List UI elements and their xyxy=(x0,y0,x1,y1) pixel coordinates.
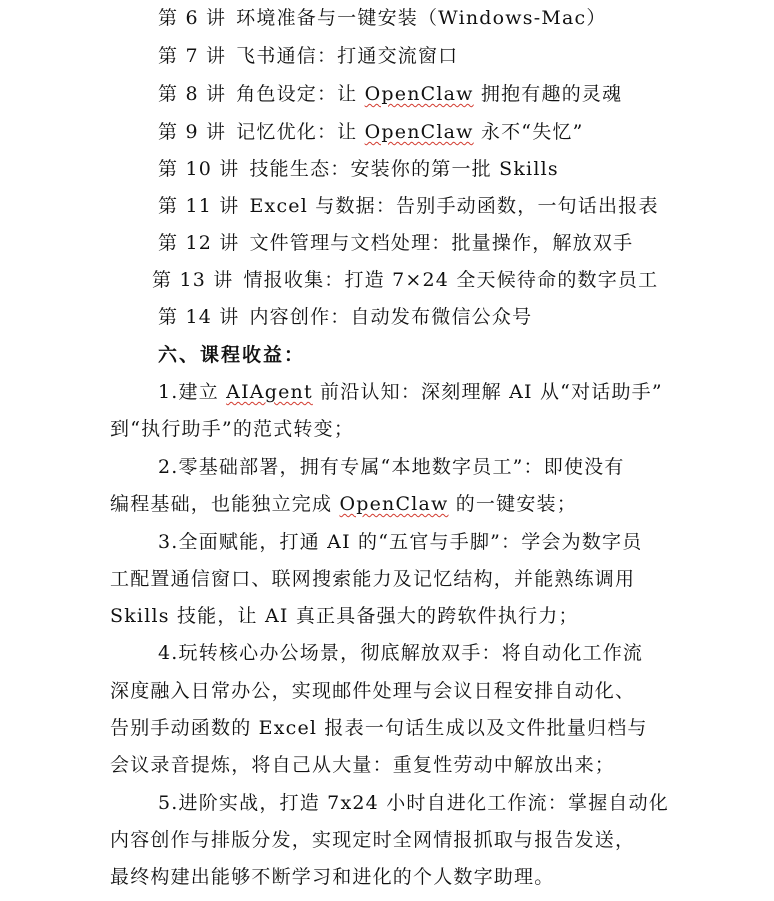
benefit-4-line-4: 会议录音提炼，将自己从大量：重复性劳动中解放出来； xyxy=(110,754,616,776)
paragraph-text: 前沿认知：深刻理解 AI 从“对话助手” xyxy=(312,381,663,403)
benefit-1-line-1 xyxy=(158,380,663,404)
benefit-2-line-1: 2.零基础部署，拥有专属“本地数字员工”：即使没有 xyxy=(158,456,625,478)
lecture-title: 情报收集：打造 7×24 全天候待命的数字员工 xyxy=(243,269,659,291)
lecture-item-13 xyxy=(152,268,658,292)
lecture-title xyxy=(236,120,583,144)
lecture-number: 第 11 讲 xyxy=(158,195,240,217)
spellcheck-word: OpenClaw xyxy=(364,83,474,105)
paragraph-text: 编程基础，也能独立完成 xyxy=(110,493,340,515)
lecture-item-7 xyxy=(158,44,458,68)
lecture-item-12 xyxy=(158,231,633,255)
lecture-title xyxy=(236,82,622,106)
benefit-5-line-1: 5.进阶实战，打造 7x24 小时自进化工作流：掌握自动化 xyxy=(158,792,669,814)
section-heading: 六、课程收益： xyxy=(158,344,306,366)
benefit-5-line-2: 内容创作与排版分发，实现定时全网情报抓取与报告发送， xyxy=(110,829,636,851)
lecture-number: 第 9 讲 xyxy=(158,121,227,143)
lecture-item-6 xyxy=(158,6,607,30)
lecture-number: 第 13 讲 xyxy=(152,269,234,291)
benefit-3-line-3: Skills 技能，让 AI 真正具备强大的跨软件执行力； xyxy=(110,605,579,627)
lecture-title: 文件管理与文档处理：批量操作，解放双手 xyxy=(249,232,634,254)
lecture-title: 飞书通信：打通交流窗口 xyxy=(236,45,459,67)
lecture-item-14 xyxy=(158,305,532,329)
lecture-item-10 xyxy=(158,157,559,181)
lecture-title: 环境准备与一键安装（Windows-Mac） xyxy=(236,7,607,29)
benefit-4-line-3: 告别手动函数的 Excel 报表一句话生成以及文件批量归档与 xyxy=(110,717,648,739)
lecture-item-8 xyxy=(158,82,622,106)
lecture-number: 第 8 讲 xyxy=(158,83,227,105)
lecture-number: 第 14 讲 xyxy=(158,306,240,328)
lecture-number: 第 12 讲 xyxy=(158,232,240,254)
lecture-item-9 xyxy=(158,120,584,144)
spellcheck-word: OpenClaw xyxy=(339,493,449,515)
lecture-number: 第 10 讲 xyxy=(158,158,240,180)
lecture-title: 内容创作：自动发布微信公众号 xyxy=(249,306,533,328)
spellcheck-word: OpenClaw xyxy=(364,121,474,143)
spellcheck-word: AIAgent xyxy=(226,381,313,403)
paragraph-text: 1.建立 xyxy=(158,381,227,403)
benefit-5-line-3: 最终构建出能够不断学习和进化的个人数字助理。 xyxy=(110,866,555,888)
benefit-3-line-2: 工配置通信窗口、联网搜索能力及记忆结构，并能熟练调用 xyxy=(110,568,636,590)
lecture-title-text: 永不“失忆” xyxy=(473,121,584,143)
benefit-3-line-1: 3.全面赋能，打通 AI 的“五官与手脚”：学会为数字员 xyxy=(158,531,643,553)
paragraph-text: 的一键安装； xyxy=(448,493,577,515)
lecture-title: Excel 与数据：告别手动函数，一句话出报表 xyxy=(249,195,659,217)
benefit-4-line-1: 4.玩转核心办公场景，彻底解放双手：将自动化工作流 xyxy=(158,642,644,664)
lecture-title-text: 角色设定：让 xyxy=(236,83,365,105)
lecture-number: 第 7 讲 xyxy=(158,45,227,67)
lecture-item-11 xyxy=(158,194,659,218)
lecture-title: 技能生态：安装你的第一批 Skills xyxy=(249,158,559,180)
benefit-4-line-2: 深度融入日常办公，实现邮件处理与会议日程安排自动化、 xyxy=(110,680,636,702)
benefit-1-line-2: 到“执行助手”的范式转变； xyxy=(110,418,355,440)
lecture-number: 第 6 讲 xyxy=(158,7,227,29)
lecture-title-text: 拥抱有趣的灵魂 xyxy=(473,83,623,105)
lecture-title-text: 记忆优化：让 xyxy=(236,121,365,143)
benefit-2-line-2 xyxy=(110,492,577,516)
